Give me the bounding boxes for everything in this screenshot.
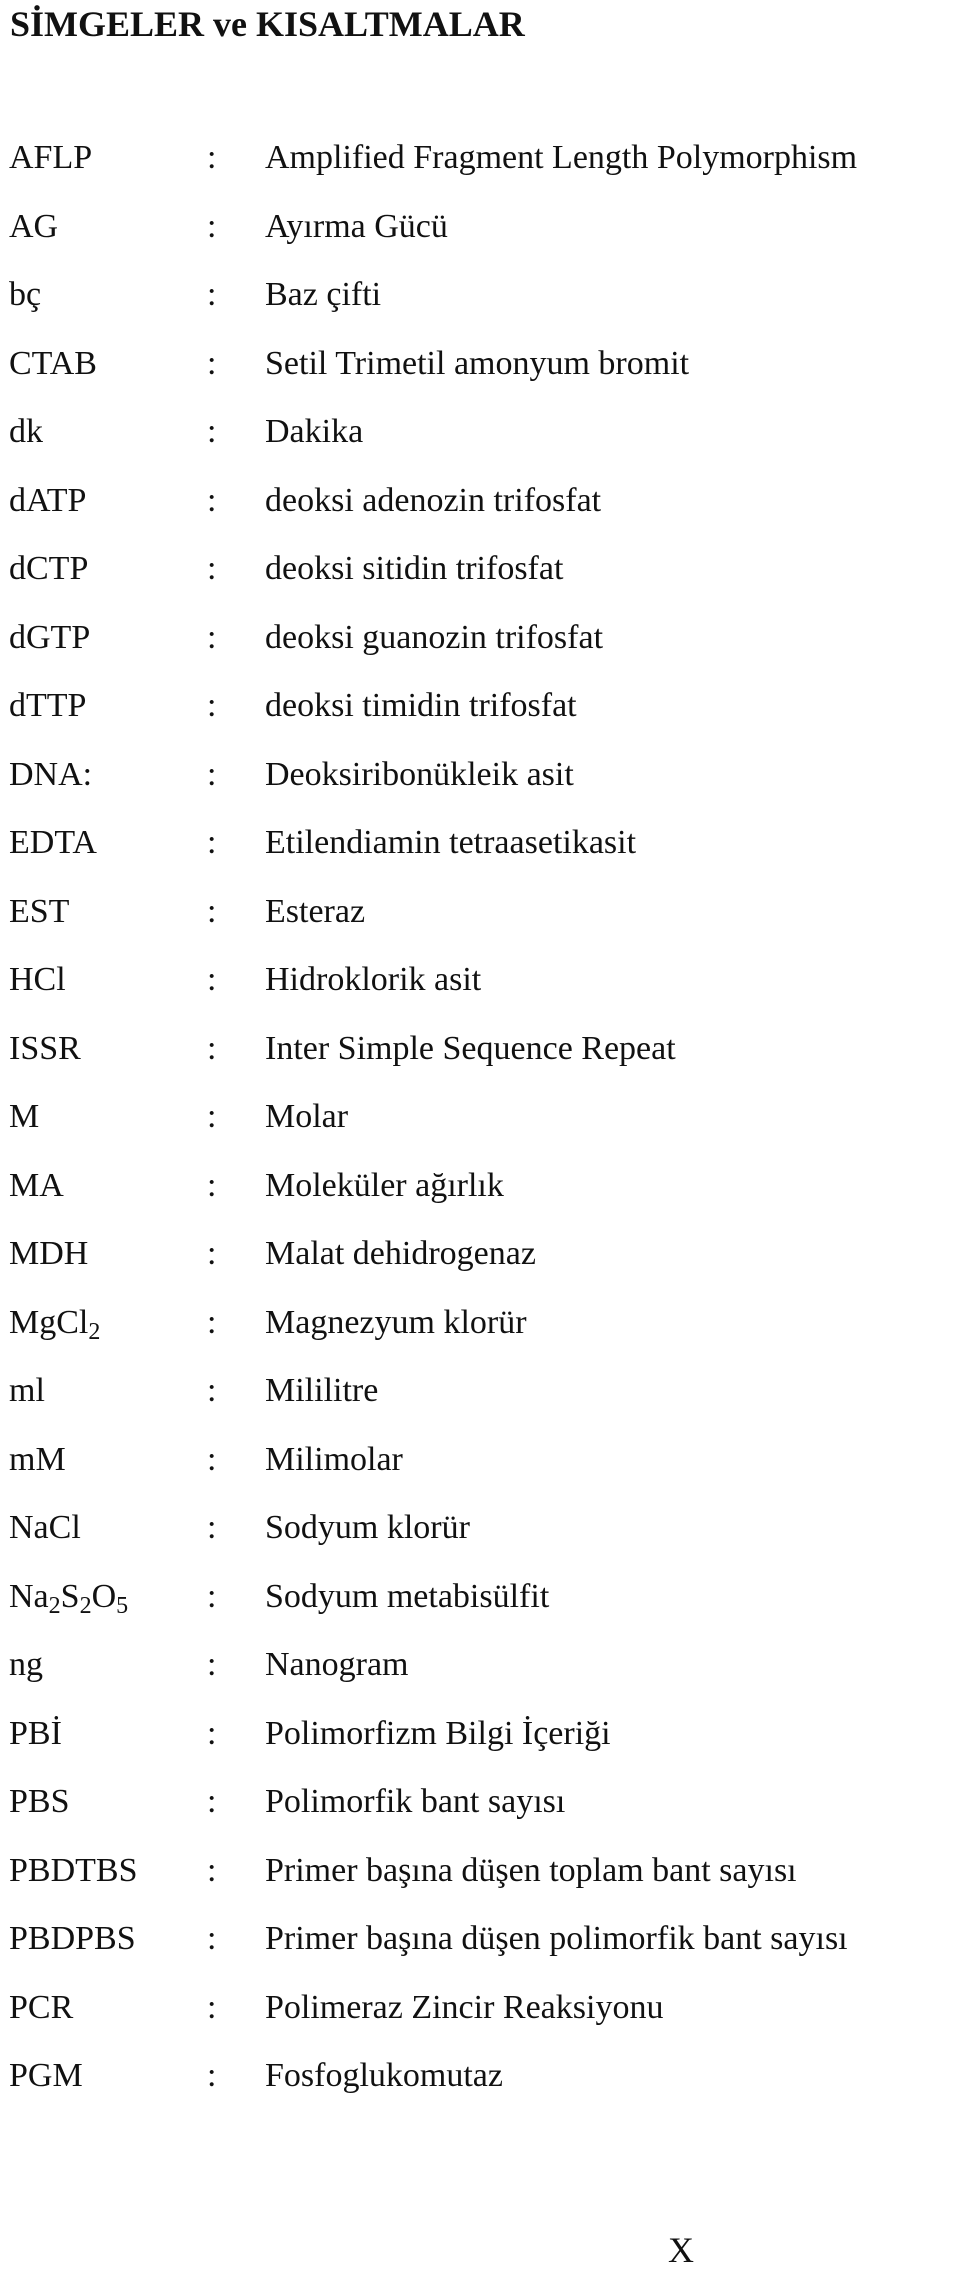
abbreviation-definition: Molar	[265, 1098, 349, 1135]
list-item	[0, 1849, 960, 1918]
list-item	[0, 890, 960, 959]
term-text: MDH	[9, 1235, 89, 1272]
abbreviation-term	[9, 136, 92, 180]
separator-colon: :	[207, 1303, 217, 1341]
term-text: PBDPBS	[9, 1920, 136, 1957]
term-text: CTAB	[9, 344, 97, 382]
list-item	[0, 342, 960, 411]
term-text: mM	[9, 1440, 66, 1478]
abbreviation-definition: deoksi sitidin trifosfat	[265, 550, 564, 587]
abbreviation-definition: Primer başına düşen toplam bant sayısı	[265, 1851, 797, 1889]
term-text: AG	[9, 207, 59, 245]
term-text: DNA:	[9, 755, 93, 793]
list-item	[0, 1643, 960, 1712]
list-item	[0, 1095, 960, 1164]
abbreviation-definition: Amplified Fragment Length Polymorphism	[265, 139, 858, 176]
list-item	[0, 1575, 960, 1644]
abbreviation-definition: Polimeraz Zincir Reaksiyonu	[265, 1988, 664, 2026]
abbreviation-term	[9, 890, 69, 934]
separator-colon: :	[207, 413, 217, 450]
term-subscript: 2	[48, 1592, 61, 1619]
list-item	[0, 205, 960, 274]
abbreviation-term	[9, 1780, 70, 1824]
list-item	[0, 1027, 960, 1096]
list-item	[0, 273, 960, 342]
term-text: PBİ	[9, 1714, 62, 1752]
separator-colon: :	[207, 1098, 217, 1135]
separator-colon: :	[207, 1988, 217, 2026]
term-text: MgCl	[9, 1303, 89, 1341]
separator-colon: :	[207, 207, 217, 245]
term-text: PBDTBS	[9, 1851, 138, 1889]
term-text: M	[9, 1098, 40, 1135]
separator-colon: :	[207, 961, 217, 998]
abbreviation-definition: Polimorfizm Bilgi İçeriği	[265, 1714, 611, 1752]
separator-colon: :	[207, 139, 217, 176]
abbreviation-term	[9, 410, 43, 454]
abbreviation-definition: Esteraz	[265, 892, 366, 930]
separator-colon: :	[207, 344, 217, 382]
separator-colon: :	[207, 1920, 217, 1957]
abbreviation-term	[9, 1986, 73, 2030]
abbreviation-term	[9, 1917, 136, 1961]
term-text: dGTP	[9, 618, 91, 656]
term-text: PGM	[9, 2057, 83, 2094]
separator-colon: :	[207, 2057, 217, 2094]
list-item	[0, 616, 960, 685]
separator-colon: :	[207, 1577, 217, 1615]
abbreviation-term	[9, 1164, 64, 1208]
term-subscript: 2	[79, 1592, 92, 1619]
term-text: dk	[9, 413, 43, 450]
separator-colon: :	[207, 1783, 217, 1820]
abbreviation-definition: Sodyum metabisülfit	[265, 1577, 550, 1615]
term-text: PCR	[9, 1988, 74, 2026]
list-item	[0, 684, 960, 753]
list-item	[0, 1986, 960, 2055]
separator-colon: :	[207, 755, 217, 793]
abbreviation-term	[9, 1232, 88, 1276]
list-item	[0, 547, 960, 616]
abbreviation-term	[9, 1643, 43, 1687]
abbreviation-definition: Inter Simple Sequence Repeat	[265, 1029, 676, 1067]
separator-colon: :	[207, 1440, 217, 1478]
separator-colon: :	[207, 1029, 217, 1067]
list-item	[0, 479, 960, 548]
separator-colon: :	[207, 1851, 217, 1889]
term-text: S	[60, 1577, 80, 1615]
list-item	[0, 1917, 960, 1986]
abbreviation-term	[9, 342, 97, 386]
abbreviation-term	[9, 273, 41, 317]
abbreviation-term	[9, 479, 86, 523]
separator-colon: :	[207, 1235, 217, 1272]
abbreviation-definition: Sodyum klorür	[265, 1509, 470, 1546]
separator-colon: :	[207, 550, 217, 587]
abbreviation-definition: Malat dehidrogenaz	[265, 1235, 536, 1272]
term-text: HCl	[9, 961, 66, 998]
abbreviation-term	[9, 1438, 66, 1482]
abbreviation-definition: Fosfoglukomutaz	[265, 2057, 503, 2094]
list-item	[0, 821, 960, 890]
list-item	[0, 410, 960, 479]
separator-colon: :	[207, 1646, 217, 1683]
abbreviation-term	[9, 958, 66, 1002]
term-text: NaCl	[9, 1509, 81, 1546]
abbreviation-term	[9, 547, 88, 591]
list-item	[0, 1232, 960, 1301]
abbreviation-definition: Setil Trimetil amonyum bromit	[265, 344, 690, 382]
abbreviation-term	[9, 616, 90, 660]
term-text: ng	[9, 1646, 43, 1683]
separator-colon: :	[207, 824, 217, 861]
page-title: SİMGELER ve KISALTMALAR	[10, 4, 525, 44]
list-item	[0, 1438, 960, 1507]
abbreviation-term	[9, 1301, 100, 1348]
abbreviation-definition: Etilendiamin tetraasetikasit	[265, 824, 637, 861]
list-item	[0, 2054, 960, 2123]
abbreviation-definition: Dakika	[265, 413, 364, 450]
term-text: bç	[9, 276, 42, 313]
abbreviation-definition: Primer başına düşen polimorfik bant sayısı	[265, 1920, 848, 1957]
separator-colon: :	[207, 687, 217, 724]
term-text: MA	[9, 1166, 64, 1204]
abbreviation-term	[9, 1575, 128, 1622]
abbreviation-term	[9, 753, 92, 797]
abbreviation-definition: deoksi adenozin trifosfat	[265, 481, 602, 519]
term-subscript: 5	[116, 1592, 129, 1619]
abbreviation-definition: Polimorfik bant sayısı	[265, 1783, 566, 1820]
abbreviation-term	[9, 1712, 62, 1756]
term-text: ml	[9, 1372, 45, 1409]
separator-colon: :	[207, 1714, 217, 1752]
abbreviation-term	[9, 1095, 39, 1139]
abbreviation-term	[9, 205, 58, 249]
abbreviation-term	[9, 821, 97, 865]
list-item	[0, 958, 960, 1027]
term-text: O	[91, 1577, 117, 1615]
abbreviation-term	[9, 1506, 81, 1550]
term-text: dTTP	[9, 687, 87, 724]
abbreviation-term	[9, 1027, 81, 1071]
abbreviation-definition: deoksi guanozin trifosfat	[265, 618, 604, 656]
abbreviation-definition: Mililitre	[265, 1372, 379, 1409]
abbreviation-definition: Ayırma Gücü	[265, 207, 448, 245]
term-text: ISSR	[9, 1029, 81, 1067]
list-item	[0, 753, 960, 822]
term-text: PBS	[9, 1783, 70, 1820]
abbreviation-definition: Hidroklorik asit	[265, 961, 482, 998]
list-item	[0, 1369, 960, 1438]
abbreviation-definition: deoksi timidin trifosfat	[265, 687, 577, 724]
abbreviation-term	[9, 684, 86, 728]
term-text: dCTP	[9, 550, 89, 587]
page-number: X	[668, 2230, 694, 2270]
abbreviation-definition: Moleküler ağırlık	[265, 1166, 504, 1204]
list-item	[0, 1506, 960, 1575]
abbreviation-definition: Deoksiribonükleik asit	[265, 755, 574, 793]
term-text: EST	[9, 892, 70, 930]
separator-colon: :	[207, 892, 217, 930]
abbreviation-term	[9, 1849, 138, 1893]
list-item	[0, 1164, 960, 1233]
term-text: AFLP	[9, 139, 93, 176]
abbreviation-definition: Nanogram	[265, 1646, 409, 1683]
separator-colon: :	[207, 1166, 217, 1204]
list-item	[0, 1301, 960, 1370]
term-text: EDTA	[9, 824, 97, 861]
term-subscript: 2	[88, 1318, 101, 1345]
separator-colon: :	[207, 276, 217, 313]
abbreviation-term	[9, 1369, 45, 1413]
list-item	[0, 1712, 960, 1781]
separator-colon: :	[207, 618, 217, 656]
abbreviation-definition: Baz çifti	[265, 276, 382, 313]
separator-colon: :	[207, 481, 217, 519]
separator-colon: :	[207, 1509, 217, 1546]
abbreviation-definition: Magnezyum klorür	[265, 1303, 527, 1341]
list-item	[0, 136, 960, 205]
abbreviation-definition: Milimolar	[265, 1440, 403, 1478]
list-item	[0, 1780, 960, 1849]
separator-colon: :	[207, 1372, 217, 1409]
term-text: dATP	[9, 481, 87, 519]
term-text: Na	[9, 1577, 49, 1615]
abbreviation-list	[0, 136, 960, 2123]
abbreviation-term	[9, 2054, 83, 2098]
